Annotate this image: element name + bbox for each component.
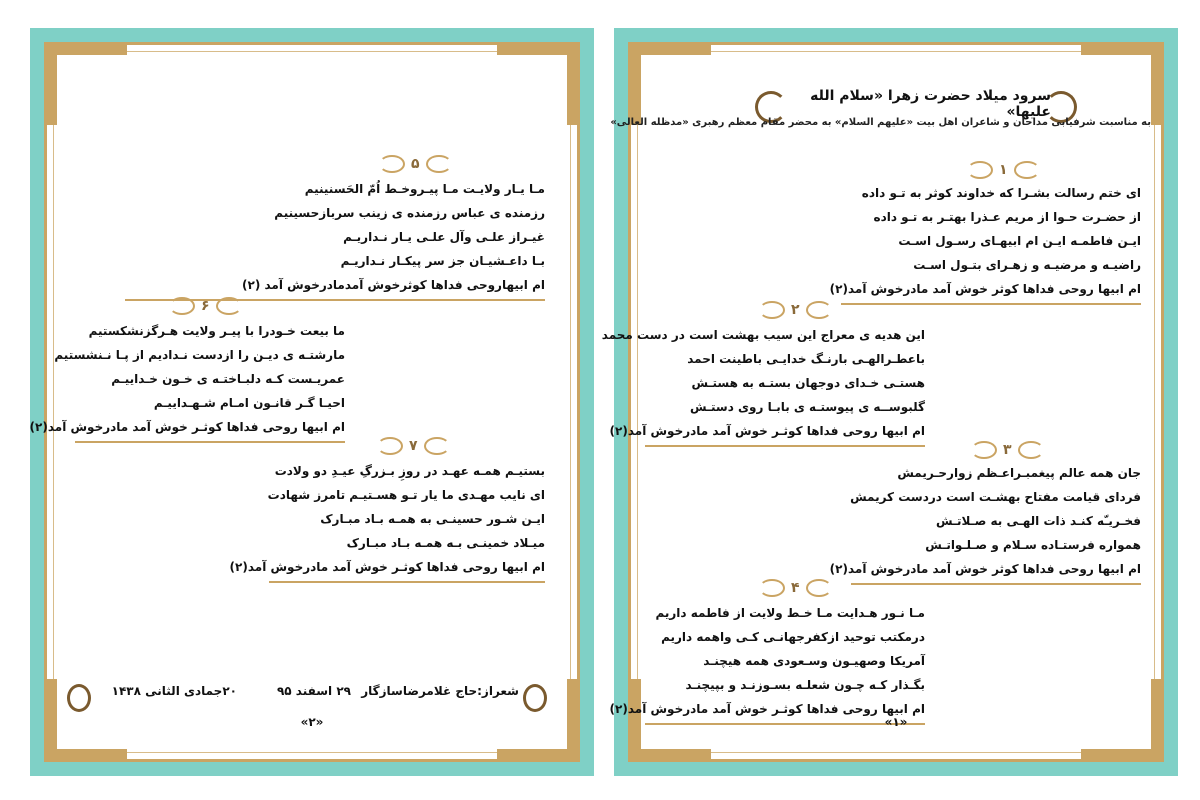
stanza-4-number-ornament — [759, 577, 832, 599]
verse-line: ما بیعت خـودرا با پیـر ولایت هـرگزنشکستیم — [88, 324, 345, 338]
page-subtitle: به مناسبت شرفیابی مداحان و شاعران اهل بیت «علیهم السلام» به محضر مقام معظم رهبری «مدظله العالی» — [610, 117, 1151, 128]
verse-line: جان همه عالم پیغمبـراعـظم زوارحـریمش — [897, 466, 1141, 480]
verse-line: احیـا گـر قانـون امـام شـهـداییـم — [153, 396, 345, 410]
refrain-line: ام ابیهاروحی فداها کوثرخوش آمدمادرخوش آمد (۲) — [125, 273, 545, 301]
verse-line: ایـن فاطمـه ایـن ام ابیهـای رسـول اسـت — [898, 234, 1141, 248]
flourish-icon — [806, 301, 832, 319]
stanza-7 — [229, 459, 545, 583]
verse-line: ای نایب مهـدی ما یار تـو هسـتیـم تامرز شهادت — [267, 488, 545, 502]
credits-footer — [67, 681, 547, 705]
flourish-icon — [967, 161, 993, 179]
flourish-icon — [377, 437, 403, 455]
verse-line: مـا یـار ولایـت مـا پیـروخـط اُمّ الحَسنینیم — [304, 182, 545, 196]
bracket-ornament-icon — [67, 684, 91, 712]
stanza-number: ۲ — [791, 302, 800, 318]
poet-credit: شعراز:حاج غلامرضاسازگار — [361, 684, 519, 698]
stanza-number: ۳ — [1003, 442, 1012, 458]
flourish-icon — [1018, 441, 1044, 459]
flourish-icon — [806, 579, 832, 597]
verse-line: فخـریـّه کنـد ذات الهـی به صـلاتـش — [935, 514, 1141, 528]
verse-line: فردای قیامت مفتاح بهشـت است دردست کریمش — [850, 490, 1141, 504]
stanza-2 — [601, 323, 925, 447]
page-title-box — [781, 89, 1051, 119]
refrain-line: ام ابیها روحی فداها کوثر خوش آمد مادرخوش آمد(۲) — [841, 277, 1141, 305]
verse-line: بـا داعـشیـان جز سر پیکـار نـداریـم — [340, 254, 545, 268]
verse-line: ای ختم رسالت بشـرا که خداوند کوثر به تـو داده — [861, 186, 1141, 200]
flourish-icon — [424, 437, 450, 455]
refrain-line: ام ابیها روحی فداها کوثـر خوش آمد مادرخوش آمد(۲) — [269, 555, 545, 583]
stanza-3-number-ornament — [971, 439, 1044, 461]
flourish-icon — [426, 155, 452, 173]
page-number: «۲» — [300, 715, 324, 729]
stanza-number: ۴ — [791, 580, 800, 596]
verse-line: ایـن شـور حسینـی به همـه بـاد مبـارک — [320, 512, 545, 526]
stanza-3 — [829, 461, 1141, 585]
flourish-icon — [971, 441, 997, 459]
stanza-1-number-ornament — [967, 159, 1040, 181]
stanza-number: ۱ — [999, 162, 1008, 178]
left-page — [30, 28, 594, 776]
refrain-line: ام ابیها روحی فداها کوثـر خوش آمد مادرخوش آمد(۲) — [645, 419, 925, 447]
verse-line: مـا نـور هـدایت مـا خـط ولایت از فاطمه داریم — [655, 606, 925, 620]
stanza-2-number-ornament — [759, 299, 832, 321]
verse-line: رزمنده ی عباس رزمنده ی زینب سربازحسینیم — [274, 206, 545, 220]
verse-line: راضیـه و مرضیـه و زهـرای بتـول اسـت — [913, 258, 1141, 272]
verse-line: عمریـست کـه دلبـاختـه ی خـون خـداییـم — [111, 372, 345, 386]
verse-line: درمکتب توحید ازکفرجهانـی کـی واهمه داریم — [661, 630, 925, 644]
flourish-icon — [216, 297, 242, 315]
verse-line: گلبوســه ی پیوستـه ی بابـا روی دستـش — [689, 400, 925, 414]
flourish-icon — [1014, 161, 1040, 179]
refrain-line: ام ابیها روحی فداها کوثـر خوش آمد مادرخوش آمد(۲) — [75, 415, 345, 443]
verse-line: بگـذار کـه چـون شعلـه بسـوزنـد و بپیچنـد — [685, 678, 925, 692]
bracket-ornament-icon — [523, 684, 547, 712]
stanza-number: ۷ — [409, 438, 418, 454]
verse-line: مارشتـه ی دیـن را ازدست نـدادیم از پـا نـنشستیم — [54, 348, 345, 362]
verse-line: همواره فرستـاده سـلام و صـلـواتـش — [925, 538, 1141, 552]
page-title: سرود میلاد حضرت زهرا «سلام الله علیها» — [810, 88, 1051, 120]
corner-ornament — [629, 43, 711, 125]
stanza-number: ۵ — [411, 156, 420, 172]
solar-date: ۲۹ اسفند ۹۵ — [276, 684, 351, 698]
corner-ornament — [1081, 43, 1163, 125]
stanza-5 — [125, 177, 545, 301]
corner-ornament — [497, 43, 579, 125]
page-number: «۱» — [884, 715, 908, 729]
refrain-line: ام ابیها روحی فداها کوثـر خوش آمد مادرخوش آمد(۲) — [645, 697, 925, 725]
refrain-line: ام ابیها روحی فداها کوثر خوش آمد مادرخوش آمد(۲) — [851, 557, 1141, 585]
verse-line: بستیـم همـه عهـد در روزِ بـزرگِ عیـدِ دو ولادت — [274, 464, 545, 478]
verse-line: این هدیه ی معراج این سیب بهشت است در دست محمد — [601, 328, 925, 342]
lunar-date: ۲۰جمادی الثانی ۱۴۳۸ — [111, 684, 237, 698]
stanza-5-number-ornament — [379, 153, 452, 175]
flourish-icon — [759, 301, 785, 319]
verse-line: از حضـرت حـوا از مریم عـذرا بهتـر به تـو داده — [873, 210, 1141, 224]
flourish-icon — [379, 155, 405, 173]
verse-line: آمریکا وصهیـون وسـعودی همه هیچنـد — [703, 654, 925, 668]
corner-ornament — [45, 43, 127, 125]
stanza-1 — [829, 181, 1141, 305]
verse-line: باعطـرالهـی بارنـگ خدایـی باطینت احمد — [687, 352, 925, 366]
stanza-6 — [29, 319, 345, 443]
flourish-icon — [169, 297, 195, 315]
verse-line: هستـی خـدای دوجهان بستـه به هستـش — [691, 376, 925, 390]
stanza-6-number-ornament — [169, 295, 242, 317]
left-page-inner-frame — [29, 42, 580, 762]
right-page-inner-frame — [601, 42, 1164, 762]
flourish-icon — [759, 579, 785, 597]
stanza-7-number-ornament — [377, 435, 450, 457]
stanza-number: ۶ — [201, 298, 210, 314]
stanza-4 — [609, 601, 925, 725]
right-page — [601, 28, 1178, 776]
verse-line: غیـراز علـی وآل علـی یـار نـداریـم — [343, 230, 545, 244]
verse-line: میـلاد خمینـی بـه همـه بـاد مبـارک — [346, 536, 545, 550]
